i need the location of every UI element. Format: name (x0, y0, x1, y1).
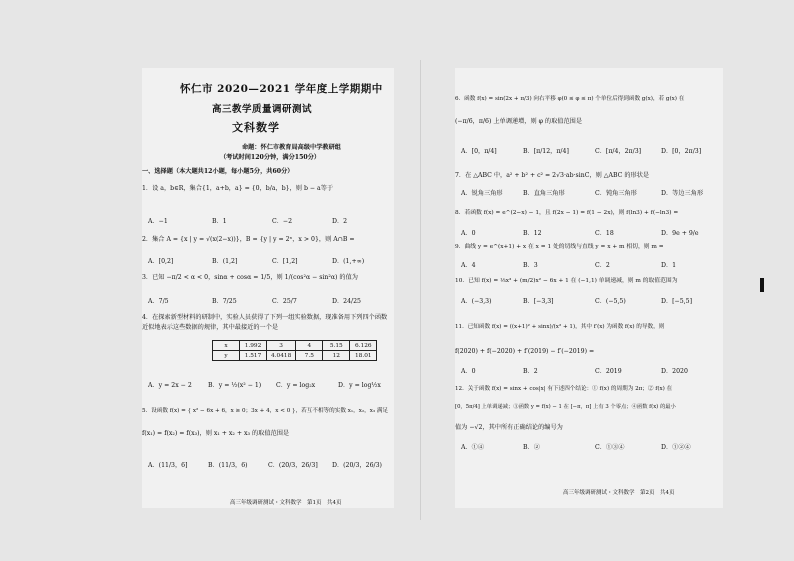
table-row (213, 341, 377, 351)
question-5-stem-2: f(x₁) = f(x₂) = f(x₃)，则 x₁ + x₂ + x₃ 的取值范围是 (142, 430, 290, 437)
question-11-stem-1: 11．已知函数 f(x) = ((x+1)² + sinx)/(x² + 1)，其中 f′(x) 为函数 f(x) 的导数，则 (455, 324, 665, 330)
question-11-option-b: B．2 (523, 368, 538, 375)
question-5-option-b: B．(11/3，6) (208, 462, 248, 469)
question-12-option-d: D．①②④ (661, 444, 691, 451)
question-7-option-a: A．锐角三角形 (461, 190, 503, 197)
question-9-option-a: A．4 (461, 262, 476, 269)
question-2-option-d: D．(1,+∞) (332, 258, 365, 265)
question-4-data-table (212, 340, 377, 361)
question-4-option-d: D．y = log½x (338, 382, 381, 389)
question-8-option-c: C．18 (595, 230, 614, 237)
question-4-option-a: A．y = 2x − 2 (148, 382, 192, 389)
question-2-stem: 2．集合 A = {x | y = √(x(2−x))}，B = {y | y = 2ˣ，x > 0}，则 A∩B = (142, 236, 355, 243)
question-10-option-a: A．(−3,3) (461, 298, 492, 305)
table-cell: 4 (296, 341, 323, 351)
question-1-option-a: A．−1 (148, 218, 168, 225)
question-6-option-c: C．[π/4，2π/3] (595, 148, 642, 155)
question-4-option-c: C．y = log₂x (276, 382, 316, 389)
question-12-option-c: C．①③④ (595, 444, 625, 451)
table-cell: 7.5 (296, 351, 323, 361)
question-7-stem: 7．在 △ABC 中，a² + b² + c² = 2√3·ab·sinC，则 △ABC 的形状是 (455, 172, 650, 179)
question-12-stem-2: [0，5π/4] 上单调递减；③函数 y = f(x) − 1 在 [−π，π] 上有 3 个零点；④函数 f(x) 的最小 (455, 404, 676, 410)
question-4-stem-2: 近似地表示这些数据的规律，其中最接近的一个是 (142, 324, 279, 331)
table-cell: y (213, 351, 240, 361)
question-8-option-a: A．0 (461, 230, 476, 237)
left-page-footer: 高三年级调研测试・文科数学 第1页 共4页 (230, 500, 342, 506)
question-9-option-d: D．1 (661, 262, 677, 269)
table-cell: 6.126 (350, 341, 377, 351)
question-3-option-c: C．25/7 (272, 298, 297, 305)
section-title: 一、选择题（本大题共12小题，每小题5分，共60分） (142, 168, 294, 175)
exam-title: 怀仁市 2020—2021 学年度上学期期中 (180, 83, 383, 95)
table-cell: x (213, 341, 240, 351)
table-cell: 12 (323, 351, 350, 361)
question-6-option-d: D．[0，2π/3] (661, 148, 702, 155)
question-11-option-a: A．0 (461, 368, 476, 375)
right-page-footer: 高三年级调研测试・文科数学 第2页 共4页 (563, 490, 675, 496)
table-cell: 1.992 (240, 341, 267, 351)
question-2-option-c: C．[1,2] (272, 258, 298, 265)
question-3-option-a: A．7/5 (148, 298, 169, 305)
question-5-stem-1: 5．设函数 f(x) = { x² − 6x + 6，x ≥ 0；3x + 4，x < 0 }，若互不相等的实数 x₁，x₂，x₃ 满足 (142, 408, 389, 414)
question-12-stem-1: 12．关于函数 f(x) = sinx + cos|x| 有下述四个结论：① f(x) 的周期为 2π；② f(x) 在 (455, 386, 673, 392)
table-cell: 4.0418 (267, 351, 296, 361)
question-11-option-d: D．2020 (661, 368, 688, 375)
question-7-option-c: C．钝角三角形 (595, 190, 637, 197)
question-2-option-b: B．(1,2] (212, 258, 238, 265)
question-9-option-b: B．3 (523, 262, 538, 269)
table-row (213, 351, 377, 361)
question-6-stem-2: (−π/6，π/6) 上单调递增，则 φ 的取值范围是 (455, 118, 583, 125)
left-page (142, 68, 394, 508)
question-10-option-b: B．[−3,3] (523, 298, 554, 305)
question-3-option-d: D．24/25 (332, 298, 361, 305)
question-1-option-c: C．−2 (272, 218, 293, 225)
exam-subtitle: 高三教学质量调研测试 (212, 104, 313, 115)
question-1-option-d: D．2 (332, 218, 348, 225)
question-1-option-b: B．1 (212, 218, 227, 225)
binding-mark (760, 278, 764, 292)
question-8-stem: 8．若函数 f(x) = e^(2−x) − 1，且 f(2x − 1) = f(1 − 2x)，则 f(ln3) + f(−ln3) = (455, 210, 679, 216)
table-cell: 3 (267, 341, 296, 351)
question-12-stem-3: 值为 −√2，其中所有正确结论的编号为 (455, 424, 563, 431)
question-7-option-b: B．直角三角形 (523, 190, 565, 197)
question-6-option-a: A．[0，π/4] (461, 148, 497, 155)
table-cell: 1.517 (240, 351, 267, 361)
question-9-option-c: C．2 (595, 262, 610, 269)
question-3-option-b: B．7/25 (212, 298, 237, 305)
question-4-stem-1: 4．在探索新型材料的研制中，实验人员获得了下列一组实验数据，现准备用下列四个函数 (142, 314, 388, 321)
question-8-option-b: B．12 (523, 230, 542, 237)
question-6-stem-1: 6．函数 f(x) = sin(2x + π/3) 向右平移 φ(0 ≤ φ ≤ π) 个单位后得到函数 g(x)，若 g(x) 在 (455, 96, 685, 102)
question-11-option-c: C．2019 (595, 368, 622, 375)
question-12-option-a: A．①④ (461, 444, 485, 451)
question-10-stem: 10．已知 f(x) = ⅓x³ + (m/2)x² − 6x + 1 在 (−1,1) 单调递减，则 m 的取值范围为 (455, 278, 678, 284)
question-10-option-d: D．[−5,5] (661, 298, 693, 305)
question-11-stem-2: f(2020) + f(−2020) + f′(2019) − f′(−2019) = (455, 348, 595, 355)
exam-meta: （考试时间120分钟，满分150分） (220, 154, 321, 161)
question-4-option-b: B．y = ½(x² − 1) (208, 382, 262, 389)
question-12-option-b: B．② (523, 444, 540, 451)
page-divider (420, 60, 421, 520)
author-line: 命题：怀仁市教育局高级中学教研组 (242, 144, 341, 151)
table-cell: 18.01 (350, 351, 377, 361)
question-3-stem: 3．已知 −π/2 < α < 0，sinα + cosα = 1/5，则 1/(cos²α − sin²α) 的值为 (142, 274, 358, 281)
question-6-option-b: B．[π/12，π/4] (523, 148, 569, 155)
question-1-stem: 1．设 a，b∈R，集合{1，a+b，a} = {0，b/a，b}，则 b − a等于 (142, 185, 334, 192)
question-5-option-d: D．(20/3，26/3) (332, 462, 382, 469)
exam-subject: 文科数学 (232, 121, 280, 134)
question-7-option-d: D．等边三角形 (661, 190, 704, 197)
question-5-option-a: A．(11/3，6] (148, 462, 188, 469)
question-8-option-d: D．9e + 9/e (661, 230, 699, 237)
question-10-option-c: C．(−5,5) (595, 298, 626, 305)
question-5-option-c: C．(20/3，26/3] (268, 462, 318, 469)
right-page (455, 68, 723, 508)
question-2-option-a: A．[0,2] (148, 258, 174, 265)
question-9-stem: 9．曲线 y = e^(x+1) + x 在 x = 1 处的切线与直线 y = x + m 相切，则 m = (455, 244, 664, 250)
table-cell: 5.15 (323, 341, 350, 351)
